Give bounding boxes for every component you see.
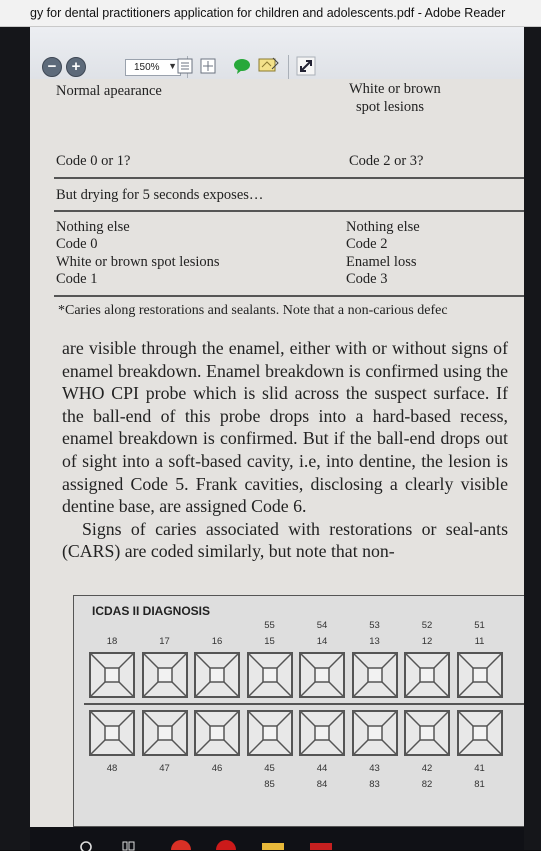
tooth-number: 13	[369, 636, 380, 647]
file-explorer-icon[interactable]	[262, 843, 284, 850]
fit-page-button[interactable]	[176, 57, 194, 80]
tooth-number: 48	[106, 763, 118, 774]
tooth-number: 83	[369, 779, 380, 790]
table-cell-right-4: Code 3	[346, 271, 388, 287]
table-cell-right-1: Nothing else	[346, 219, 420, 235]
zoom-select[interactable]	[125, 59, 181, 76]
tooth-number: 15	[264, 636, 275, 647]
tooth-upper[interactable]	[299, 652, 345, 698]
tooth-upper[interactable]	[89, 652, 135, 698]
tooth-number: 54	[316, 620, 328, 631]
opera-icon[interactable]	[215, 838, 237, 850]
zoom-value: 150%	[134, 62, 160, 73]
tooth-number: 17	[159, 636, 170, 647]
tooth-lower[interactable]	[194, 710, 240, 756]
tooth-upper[interactable]	[194, 652, 240, 698]
table-cell-white-brown: White or brown	[349, 81, 441, 97]
taskbar	[30, 827, 524, 850]
tooth-number: 85	[264, 779, 275, 790]
tooth-lower[interactable]	[457, 710, 503, 756]
tooth-number: 18	[106, 636, 118, 647]
table-rule	[54, 210, 524, 212]
search-icon[interactable]	[80, 839, 94, 851]
table-cell-normal: Normal apearance	[56, 83, 162, 99]
paragraph-2: Signs of caries associated with restorations or seal-ants (CARS) are coded similarly, but note that non-	[62, 518, 508, 562]
table-rule	[54, 177, 524, 179]
pdf-page[interactable]	[30, 79, 524, 827]
body-text	[62, 337, 508, 563]
tooth-number: 43	[369, 763, 380, 774]
tooth-upper[interactable]	[457, 652, 503, 698]
window-title: gy for dental practitioners application for children and adolescents.pdf - Adobe Reader	[30, 6, 506, 20]
tooth-number: 14	[316, 636, 328, 647]
tooth-number: 47	[159, 763, 170, 774]
minus-circle-icon: −	[47, 58, 57, 75]
tooth-number: 81	[474, 779, 485, 790]
comment-button[interactable]	[232, 57, 252, 80]
tooth-number: 52	[421, 620, 433, 631]
tooth-lower[interactable]	[352, 710, 398, 756]
table-cell-right-2: Code 2	[346, 236, 388, 252]
table-footnote: *Caries along restorations and sealants. Note that a non-carious defec	[58, 303, 448, 318]
tooth-number: 53	[369, 620, 380, 631]
chart-title: ICDAS II DIAGNOSIS	[92, 604, 211, 618]
tooth-number: 46	[211, 763, 223, 774]
tooth-number: 12	[421, 636, 433, 647]
expand-button[interactable]	[296, 56, 316, 81]
tooth-number: 51	[474, 620, 485, 631]
fit-page-icon	[176, 57, 194, 75]
zoom-in-button[interactable]	[66, 57, 86, 77]
chrome-icon[interactable]	[170, 838, 192, 850]
table-cell-code-2-3: Code 2 or 3?	[349, 153, 424, 169]
tooth-number: 16	[211, 636, 223, 647]
plus-circle-icon: +	[71, 58, 81, 75]
tooth-number: 82	[421, 779, 433, 790]
tooth-lower[interactable]	[404, 710, 450, 756]
tooth-number: 84	[316, 779, 328, 790]
tooth-lower[interactable]	[142, 710, 188, 756]
tooth-number: 11	[474, 636, 485, 647]
window-titlebar	[0, 0, 541, 27]
tooth-number: 45	[264, 763, 275, 774]
table-cell-code-0-1: Code 0 or 1?	[56, 153, 131, 169]
tooth-number: 44	[316, 763, 328, 774]
fit-width-button[interactable]	[199, 57, 217, 80]
table-cell-left-3: White or brown spot lesions	[56, 254, 220, 270]
tooth-number: 41	[474, 763, 485, 774]
icdas-chart	[73, 595, 524, 827]
tooth-number: 42	[421, 763, 433, 774]
task-view-icon[interactable]	[122, 839, 136, 851]
sign-button[interactable]	[258, 56, 280, 79]
chart-midline	[84, 703, 524, 705]
tooth-lower[interactable]	[247, 710, 293, 756]
fit-width-icon	[199, 57, 217, 75]
reader-toolbar	[30, 27, 524, 79]
paragraph-1: are visible through the enamel, either with or without signs of enamel breakdown. Enamel breakdown is confirmed using the WHO CPI probe which is slid across the suspect surface. If the ball-end of this probe drops into a hard-based recess, enamel breakdown is confirmed. But if the ball-end drops out of sight into a soft-based cavity, i.e, into dentine, the lesion is assigned Code 5. Frank cavities, disclosing a clearly visible dentine base, are assigned Code 6.	[62, 338, 508, 517]
right-frame	[524, 27, 541, 850]
expand-icon	[296, 56, 316, 76]
tooth-upper[interactable]	[142, 652, 188, 698]
table-rule	[54, 295, 524, 297]
tooth-upper[interactable]	[247, 652, 293, 698]
tooth-number: 55	[264, 620, 275, 631]
zoom-out-button[interactable]	[42, 57, 62, 77]
table-cell-right-3: Enamel loss	[346, 254, 417, 270]
chevron-down-icon: ▼	[168, 61, 177, 71]
table-cell-spot-lesions: spot lesions	[356, 99, 425, 115]
tooth-lower[interactable]	[299, 710, 345, 756]
comment-icon	[232, 57, 252, 75]
table-cell-left-1: Nothing else	[56, 219, 130, 235]
sign-icon	[258, 56, 280, 74]
table-cell-left-4: Code 1	[56, 271, 98, 287]
left-frame	[0, 27, 30, 850]
tooth-lower[interactable]	[89, 710, 135, 756]
table-cell-drying: But drying for 5 seconds exposes…	[56, 187, 264, 203]
app-icon[interactable]	[310, 843, 332, 850]
tooth-upper[interactable]	[352, 652, 398, 698]
tooth-upper[interactable]	[404, 652, 450, 698]
table-cell-left-2: Code 0	[56, 236, 98, 252]
toolbar-divider	[288, 55, 289, 79]
